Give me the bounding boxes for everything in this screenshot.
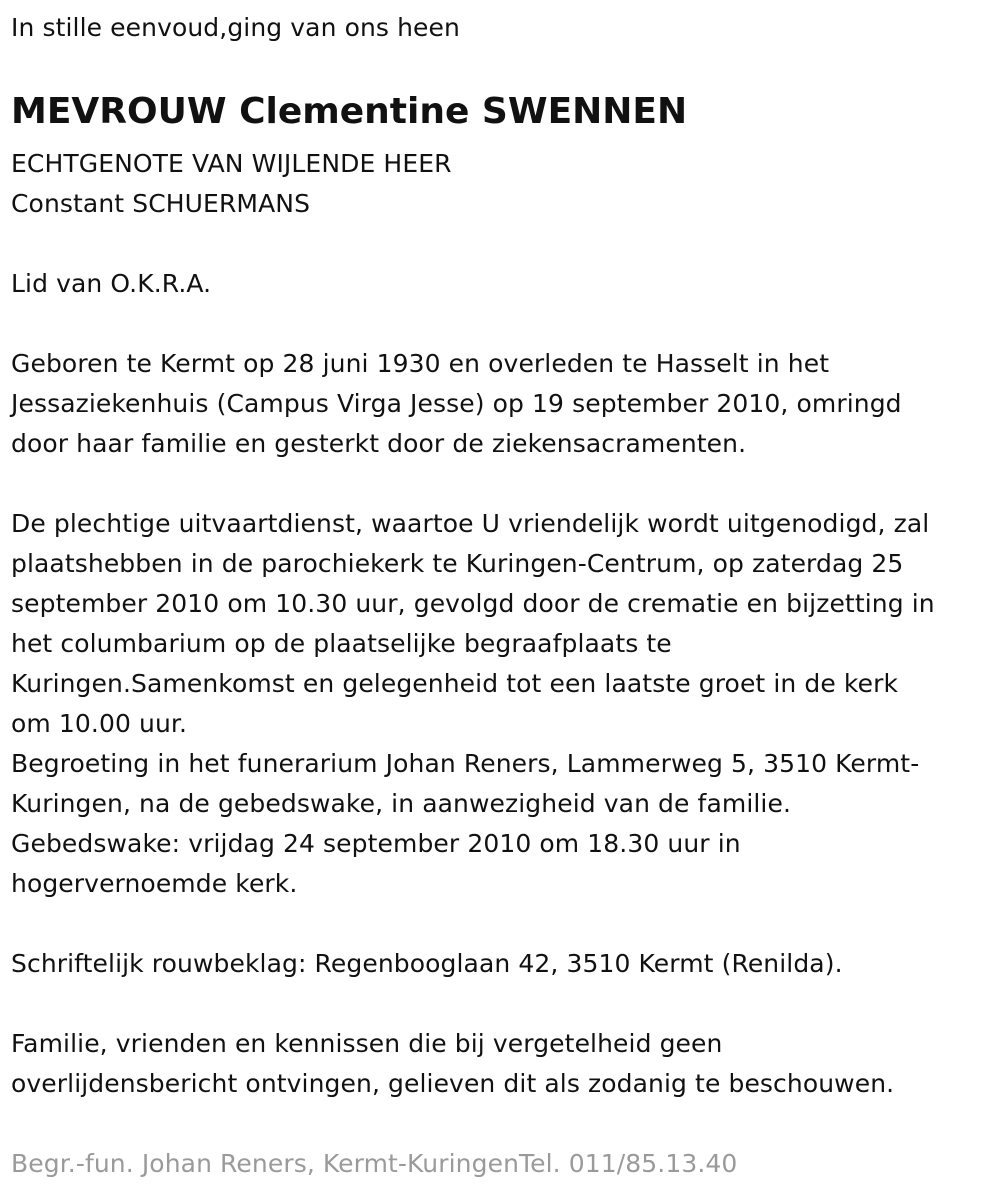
paragraph-line: Gebedswake: vrijdag 24 september 2010 om 18.30 uur in (11, 829, 741, 858)
paragraph-line: Geboren te Kermt op 28 juni 1930 en overleden te Hasselt in het (11, 349, 830, 378)
birth-death-paragraph (11, 344, 1000, 464)
paragraph-line: De plechtige uitvaartdienst, waartoe U vriendelijk wordt uitgenodigd, zal (11, 509, 930, 538)
spacer (11, 904, 1000, 944)
funeral-paragraph (11, 504, 1000, 904)
intro-text: In stille eenvoud,ging van ons heen (11, 13, 460, 42)
paragraph-line: Familie, vrienden en kennissen die bij vergetelheid geen (11, 1029, 723, 1058)
relation-line-2: Constant SCHUERMANS (11, 189, 311, 218)
paragraph-line: door haar familie en gesterkt door de ziekensacramenten. (11, 429, 747, 458)
condolence-address: Schriftelijk rouwbeklag: Regenbooglaan 42, 3510 Kermt (Renilda). (11, 949, 843, 978)
spacer (11, 464, 1000, 504)
paragraph-line: Begroeting in het funerarium Johan Reners, Lammerweg 5, 3510 Kermt- (11, 749, 920, 778)
paragraph-line: plaatshebben in de parochiekerk te Kuringen-Centrum, op zaterdag 25 (11, 549, 904, 578)
paragraph-line: Jessaziekenhuis (Campus Virga Jesse) op 19 september 2010, omringd (11, 389, 902, 418)
notice-paragraph (11, 1024, 1000, 1104)
deceased-name: MEVROUW Clementine SWENNEN (11, 91, 688, 132)
spacer (11, 304, 1000, 344)
paragraph-line: Kuringen.Samenkomst en gelegenheid tot een laatste groet in de kerk (11, 669, 899, 698)
paragraph-line: om 10.00 uur. (11, 709, 188, 738)
paragraph-line: Kuringen, na de gebedswake, in aanwezigheid van de familie. (11, 789, 791, 818)
spacer (11, 224, 1000, 264)
funeral-home-footer: Begr.-fun. Johan Reners, Kermt-KuringenTel. 011/85.13.40 (11, 1149, 738, 1178)
paragraph-line: het columbarium op de plaatselijke begraafplaats te (11, 629, 672, 658)
membership-text: Lid van O.K.R.A. (11, 269, 212, 298)
relation-line-1: ECHTGENOTE VAN WIJLENDE HEER (11, 149, 452, 178)
paragraph-line: hogervernoemde kerk. (11, 869, 298, 898)
paragraph-line: september 2010 om 10.30 uur, gevolgd door de crematie en bijzetting in (11, 589, 935, 618)
spacer (11, 984, 1000, 1024)
paragraph-line: overlijdensbericht ontvingen, gelieven dit als zodanig te beschouwen. (11, 1069, 895, 1098)
